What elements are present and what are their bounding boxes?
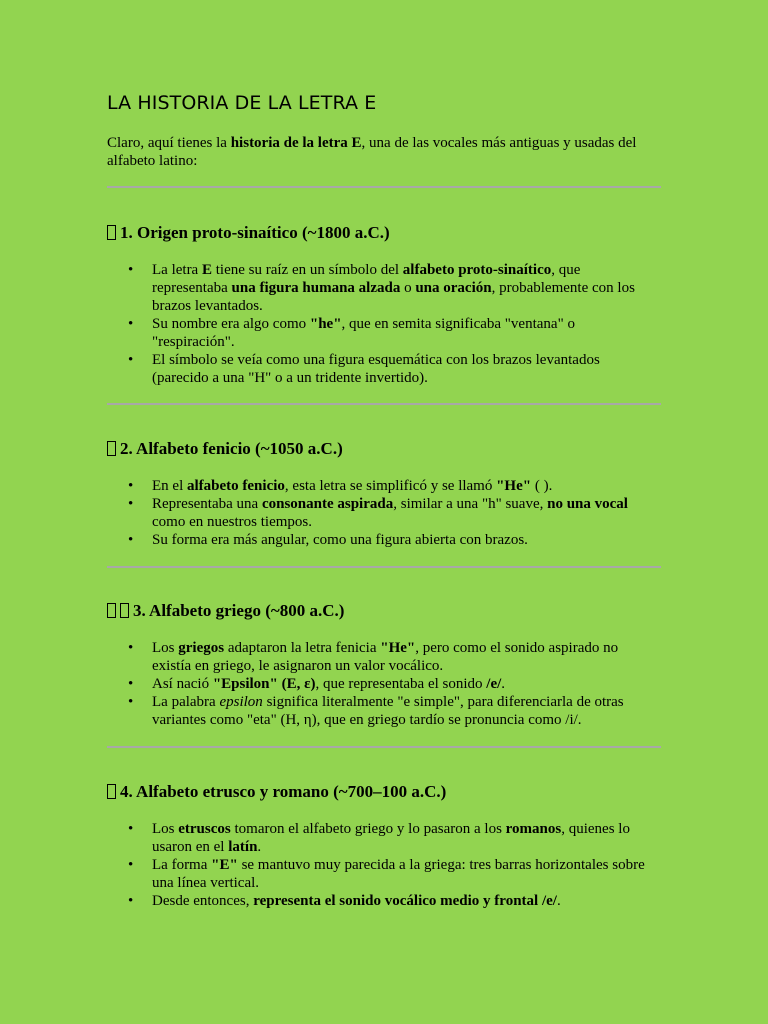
list-item	[128, 477, 648, 495]
list-item-text: Los	[152, 821, 179, 837]
list-item	[128, 315, 648, 351]
list-item-text: , quienes lo usaron en el	[152, 821, 630, 855]
section-heading-3	[107, 600, 344, 622]
list-item-text: E	[201, 262, 212, 278]
list-item-text: .	[257, 839, 262, 855]
list-item-text: o	[400, 280, 416, 296]
list-item-text: La palabra	[152, 694, 220, 710]
list-item-text: tomaron el alfabeto griego y lo pasaron a los	[230, 821, 506, 837]
list-item	[128, 820, 648, 856]
list-item-text: Su forma era más angular, como una figura abierta con brazos.	[152, 532, 528, 548]
missing-glyph-icon	[107, 441, 116, 456]
list-item	[128, 856, 648, 892]
intro-bold: historia de la letra E	[230, 135, 362, 151]
list-item-text: Su nombre era algo como	[152, 316, 310, 332]
missing-glyph-icon	[120, 603, 129, 618]
list-item-text: Representaba una	[152, 496, 262, 512]
list-item-text: "Epsilon" (Ε, ε)	[212, 676, 316, 692]
list-item-text: etruscos	[178, 821, 231, 837]
list-item	[128, 675, 648, 693]
list-item	[128, 495, 648, 531]
list-item-text: se mantuvo muy parecida a la griega: tres barras horizontales sobre una línea vertical.	[152, 857, 645, 891]
list-item-text: , esta letra se simplificó y se llamó	[284, 478, 497, 494]
list-item-text: , similar a una "h" suave,	[393, 496, 548, 512]
section-heading-2	[107, 438, 343, 460]
section-heading-4	[107, 781, 446, 803]
list-item-text: .	[501, 676, 506, 692]
list-item-text: Los	[152, 640, 179, 656]
list-item-text: alfabeto fenicio	[187, 478, 285, 494]
missing-glyph-icon	[107, 784, 116, 799]
page-title: LA HISTORIA DE LA LETRA E	[107, 92, 377, 114]
list-item	[128, 531, 648, 549]
list-item-text: /e/	[486, 676, 502, 692]
list-item-text: no una vocal	[547, 496, 628, 512]
list-item-text: El símbolo se veía como una figura esquemática con los brazos levantados (parecido a una "H" o a un tridente invertido).	[152, 352, 600, 386]
list-item-text: La forma	[152, 857, 212, 873]
list-item-text: "He"	[380, 640, 416, 656]
list-item-text: , pero como el sonido aspirado no existía en griego, le asignaron un valor vocálico.	[152, 640, 619, 674]
list-item-text: , que en semita significaba "ventana" o "respiración".	[152, 316, 575, 350]
list-item-text: "He"	[496, 478, 532, 494]
section-list-3	[128, 639, 648, 729]
list-item-text: una figura humana alzada	[231, 280, 401, 296]
list-item-text: latín	[228, 839, 258, 855]
list-item-text: como en nuestros tiempos.	[152, 514, 312, 530]
list-item-text: tiene su raíz en un símbolo del	[211, 262, 403, 278]
list-item	[128, 693, 648, 729]
list-item-text: La letra	[152, 262, 202, 278]
section-heading-text: 2. Alfabeto fenicio (~1050 a.C.)	[120, 439, 343, 458]
divider	[107, 566, 661, 568]
list-item-text: Así nació	[152, 676, 213, 692]
divider	[107, 403, 661, 405]
section-heading-text: 4. Alfabeto etrusco y romano (~700–100 a.C.)	[120, 782, 447, 801]
list-item-text: .	[556, 893, 561, 909]
list-item-text: En el	[152, 478, 187, 494]
list-item	[128, 351, 648, 387]
missing-glyph-icon	[107, 225, 116, 240]
list-item-text: "he"	[309, 316, 342, 332]
section-list-1	[128, 261, 648, 387]
divider	[107, 186, 661, 188]
list-item-text: consonante aspirada	[261, 496, 394, 512]
intro-text: , una de las vocales más antiguas y usadas del alfabeto latino:	[107, 135, 637, 169]
list-item	[128, 892, 648, 910]
section-list-2	[128, 477, 648, 549]
list-item-text: romanos	[505, 821, 562, 837]
section-heading-text: 1. Origen proto-sinaítico (~1800 a.C.)	[120, 223, 390, 242]
list-item-text: epsilon	[219, 694, 263, 710]
list-item-text: significa literalmente "e simple", para diferenciarla de otras variantes como "eta" (Η, η), que en griego tardío se pronuncia como /i/.	[152, 694, 624, 728]
divider	[107, 746, 661, 748]
list-item-text: ( ).	[531, 478, 553, 494]
list-item-text: Desde entonces,	[152, 893, 254, 909]
list-item	[128, 261, 648, 315]
list-item-text: representa el sonido vocálico medio y frontal /e/	[253, 893, 557, 909]
list-item-text: , que representaba el sonido	[315, 676, 487, 692]
list-item-text: una oración	[415, 280, 492, 296]
list-item-text: , probablemente con los brazos levantados.	[152, 280, 635, 314]
missing-glyph-icon	[107, 603, 116, 618]
list-item-text: , que representaba	[152, 262, 581, 296]
list-item-text: adaptaron la letra fenicia	[224, 640, 381, 656]
section-heading-1	[107, 222, 390, 244]
list-item-text: alfabeto proto-sinaítico	[402, 262, 552, 278]
intro-text: Claro, aquí tienes la	[107, 135, 231, 151]
list-item	[128, 639, 648, 675]
section-heading-text: 3. Alfabeto griego (~800 a.C.)	[133, 601, 345, 620]
intro-paragraph	[107, 134, 667, 170]
section-list-4	[128, 820, 648, 910]
list-item-text: "E"	[211, 857, 238, 873]
list-item-text: griegos	[178, 640, 225, 656]
